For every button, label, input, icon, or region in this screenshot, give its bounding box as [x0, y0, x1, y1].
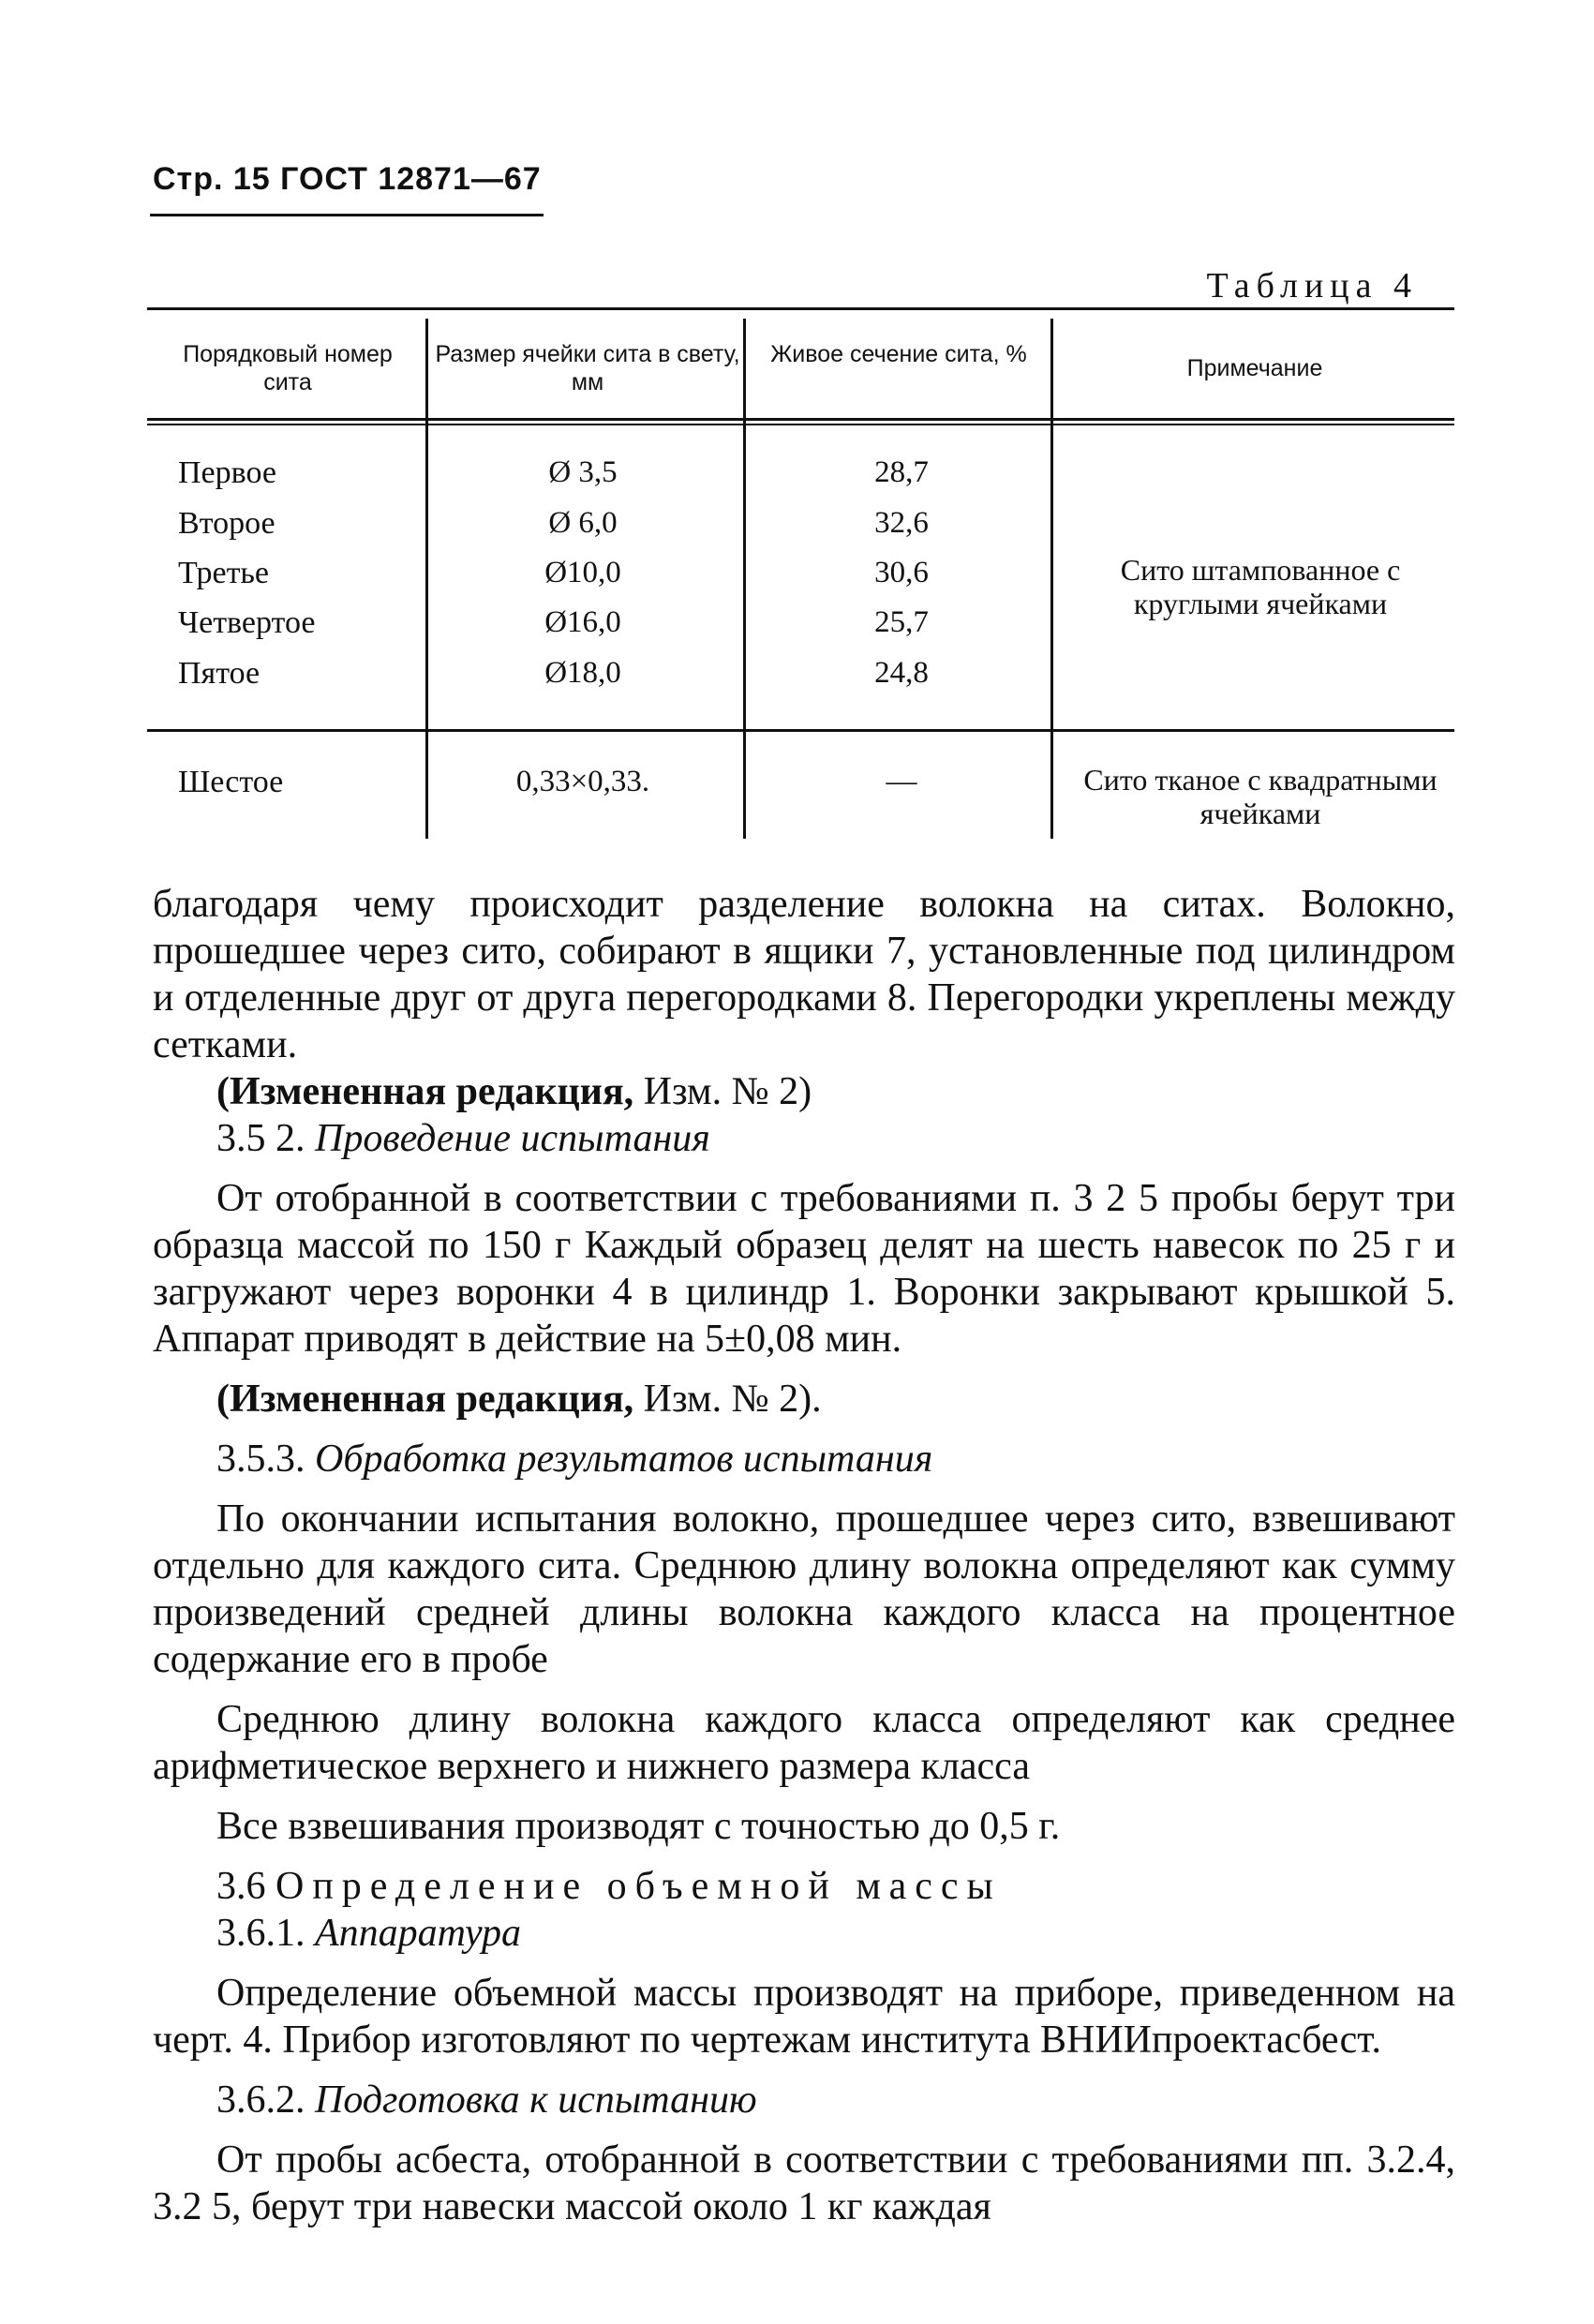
section-3-6-1-heading [153, 1910, 1455, 1957]
note-stamped-sieve: Сито штампованное с круглыми ячейками [1120, 553, 1401, 620]
row-3-open-area: 30,6 [874, 556, 929, 589]
section-number: 3.6.1. [216, 1912, 305, 1955]
section-3-6-heading [153, 1863, 1455, 1910]
row-6-size: 0,33×0,33. [515, 765, 650, 798]
section-title: Аппаратура [315, 1912, 522, 1955]
table-header-rule [147, 418, 1454, 421]
row-4-number: Четвертое [178, 605, 316, 640]
section-title: Проведение испытания [315, 1117, 710, 1160]
section-title: Определение объемной массы [276, 1865, 1002, 1908]
row-3-number: Третье [178, 556, 270, 590]
row-1-size: Ø 3,5 [548, 455, 618, 489]
col-header-open-area: Живое сечение сита, % [770, 341, 1027, 367]
page-header: Стр. 15 ГОСТ 12871—67 [153, 161, 542, 197]
col-header-size: Размер ячейки сита в свету, мм [435, 341, 740, 395]
paragraph-sample-preparation: От пробы асбеста, отобранной в соответствии с требованиями пп. 3.2.4, 3.2 5, берут три навески массой около 1 кг каждая [153, 2138, 1455, 2228]
section-number: 3.5.3. [216, 1438, 305, 1481]
row-4-size: Ø16,0 [544, 605, 621, 639]
col-rule-2 [743, 319, 746, 839]
table-caption: Таблица 4 [1206, 266, 1418, 305]
paragraph-sieve-separation: благодаря чему происходит разделение волокна на ситах. Волокно, прошедшее через сито, собирают в ящики 7, установленные под цилиндром и отделенные друг от друга перегородками 8. Перегородки укреплены между сетками. [153, 883, 1455, 1066]
amendment-ref: Изм. № 2) [643, 1070, 812, 1113]
amendment-label: (Измененная редакция, [216, 1070, 634, 1113]
amendment-ref: Изм. № 2). [643, 1378, 822, 1421]
paragraph-apparatus: Определение объемной массы производят на приборе, приведенном на черт. 4. Прибор изготовляют по чертежам института ВНИИпроектасбест. [153, 1972, 1455, 2062]
paragraph-results-processing: По окончании испытания волокно, прошедшее через сито, взвешивают отдельно для каждого сита. Среднюю длину волокна определяют как сумму произведений средней длины волокна каждого класса на процентное содержание его в пробе [153, 1497, 1455, 1681]
row-5-size: Ø18,0 [544, 656, 621, 690]
table-group-rule [147, 729, 1454, 732]
paragraph-class-average: Среднюю длину волокна каждого класса определяют как среднее арифметическое верхнего и нижнего размера класса [153, 1698, 1455, 1788]
paragraph-test-procedure: От отобранной в соответствии с требованиями п. 3 2 5 пробы берут три образца массой по 150 г Каждый образец делят на шесть навесок по 25 г и загружают через воронки 4 в цилиндр 1. Воронки закрывают крышкой 5. Аппарат приводят в действие на 5±0,08 мин. [153, 1177, 1455, 1361]
section-3-5-3-heading [153, 1436, 1455, 1482]
col-header-number: Порядковый номер сита [183, 341, 393, 395]
row-4-open-area: 25,7 [874, 605, 929, 639]
table-header-rule-2 [147, 424, 1454, 425]
amendment-label: (Измененная редакция, [216, 1378, 634, 1421]
section-number: 3.6.2. [216, 2078, 305, 2122]
row-2-number: Второе [178, 506, 276, 541]
note-woven-sieve: Сито тканое с квадратными ячейками [1083, 763, 1438, 830]
row-2-size: Ø 6,0 [548, 506, 618, 540]
row-1-number: Первое [178, 455, 276, 490]
row-2-open-area: 32,6 [874, 506, 929, 540]
amendment-note-2 [153, 1376, 1455, 1423]
col-header-note: Примечание [1186, 355, 1323, 381]
section-number: 3.6 [216, 1865, 266, 1908]
row-6-number: Шестое [178, 765, 284, 799]
section-3-5-2-heading [153, 1115, 1455, 1162]
section-title: Обработка результатов испытания [315, 1438, 933, 1481]
row-1-open-area: 28,7 [874, 455, 929, 489]
row-6-open-area: — [886, 765, 917, 798]
section-title: Подготовка к испытанию [315, 2078, 757, 2122]
section-3-6-2-heading [153, 2077, 1455, 2123]
section-number: 3.5 2. [216, 1117, 305, 1160]
paragraph-weighing-accuracy: Все взвешивания производят с точностью до 0,5 г. [216, 1805, 1061, 1848]
row-3-size: Ø10,0 [544, 556, 621, 589]
row-5-number: Пятое [178, 656, 261, 691]
row-5-open-area: 24,8 [874, 656, 929, 690]
body-text [153, 881, 1455, 2230]
sieve-table [147, 307, 1454, 834]
amendment-note-1 [153, 1068, 1455, 1115]
header-rule [150, 214, 544, 216]
table-top-rule [147, 307, 1454, 310]
